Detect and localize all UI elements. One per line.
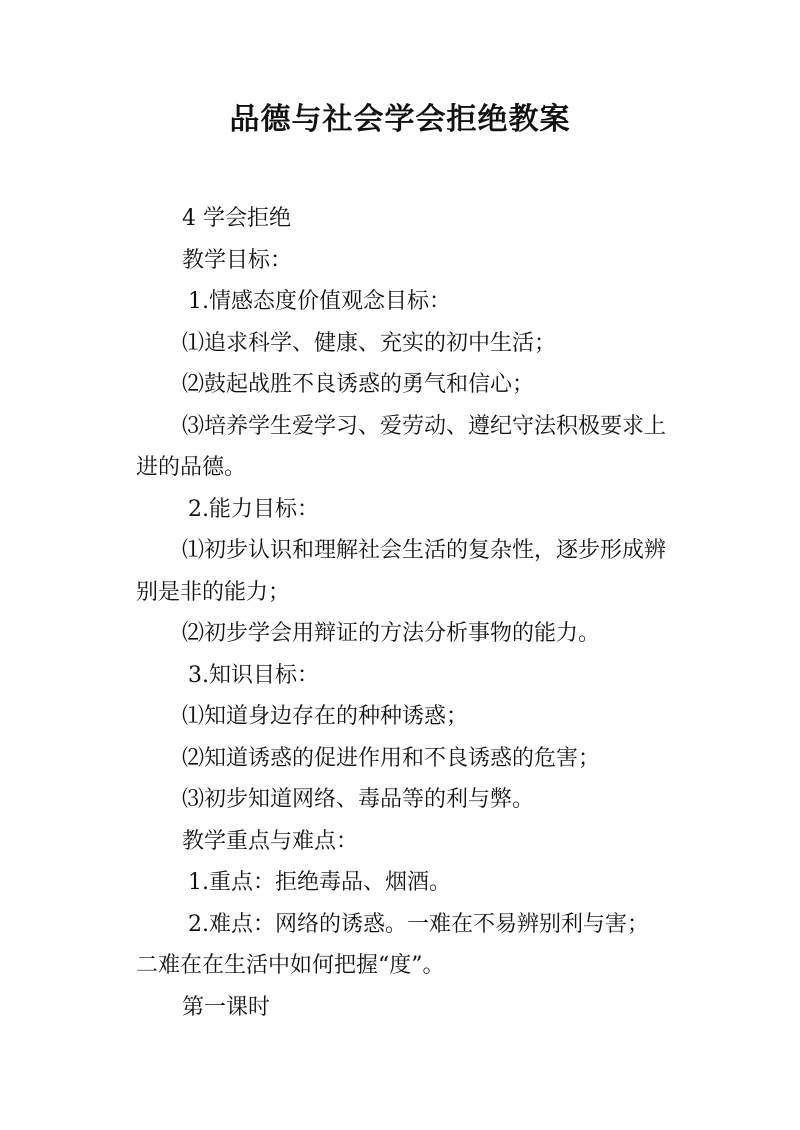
paragraph: 2.难点：网络的诱惑。一难在不易辨别利与害；二难在在生活中如何把握“度”。 [136,911,649,978]
paragraph: ⑴初步认识和理解社会生活的复杂性，逐步形成辨别是非的能力； [136,538,667,605]
paragraph: 教学重点与难点： [182,828,359,854]
paragraph: ⑶初步知道网络、毒品等的利与弊。 [182,787,535,812]
paragraph: ⑵鼓起战胜不良诱惑的勇气和信心； [182,372,535,397]
paragraph: 教学目标： [182,247,293,273]
paragraph: 1.重点：拒绝毒品、烟酒。 [188,870,451,895]
document-title: 品德与社会学会拒绝教案 [229,102,571,137]
paragraph: 3.知识目标： [188,662,319,688]
paragraph: 1.情感态度价值观念目标： [188,289,451,314]
paragraph: 2.能力目标： [188,496,319,522]
paragraph: ⑵初步学会用辩证的方法分析事物的能力。 [182,621,601,646]
section-heading: 4 学会拒绝 [182,206,291,231]
document-body [136,198,666,1028]
paragraph: ⑵知道诱惑的促进作用和不良诱惑的危害； [182,745,601,771]
paragraph: ⑴知道身边存在的种种诱惑； [182,704,469,729]
paragraph: ⑴追求科学、健康、充实的初中生活； [182,330,557,356]
paragraph: ⑶培养学生爱学习、爱劳动、遵纪守法积极要求上进的品德。 [136,413,667,480]
paragraph: 第一课时 [182,994,271,1020]
